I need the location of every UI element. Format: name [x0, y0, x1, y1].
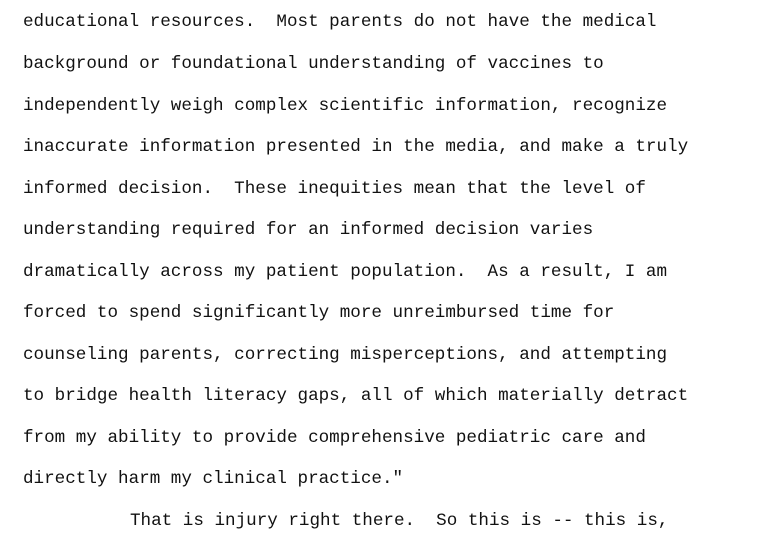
transcript-line: forced to spend significantly more unreimbursed time for — [23, 303, 615, 323]
transcript-line: to bridge health literacy gaps, all of which materially detract — [23, 386, 689, 406]
transcript-line: understanding required for an informed decision varies — [23, 220, 594, 240]
transcript-line: inaccurate information presented in the media, and make a truly — [23, 137, 689, 157]
transcript-line: background or foundational understanding of vaccines to — [23, 54, 604, 74]
transcript-line: dramatically across my patient population. As a result, I am — [23, 262, 668, 282]
transcript-line-indented: That is injury right there. So this is -- this is, — [130, 511, 669, 531]
transcript-line: independently weigh complex scientific information, recognize — [23, 96, 668, 116]
transcript-line: informed decision. These inequities mean that the level of — [23, 179, 646, 199]
transcript-line: educational resources. Most parents do not have the medical — [23, 12, 657, 32]
transcript-line: counseling parents, correcting misperceptions, and attempting — [23, 345, 668, 365]
transcript-line: directly harm my clinical practice." — [23, 469, 404, 489]
transcript-line: from my ability to provide comprehensive pediatric care and — [23, 428, 646, 448]
